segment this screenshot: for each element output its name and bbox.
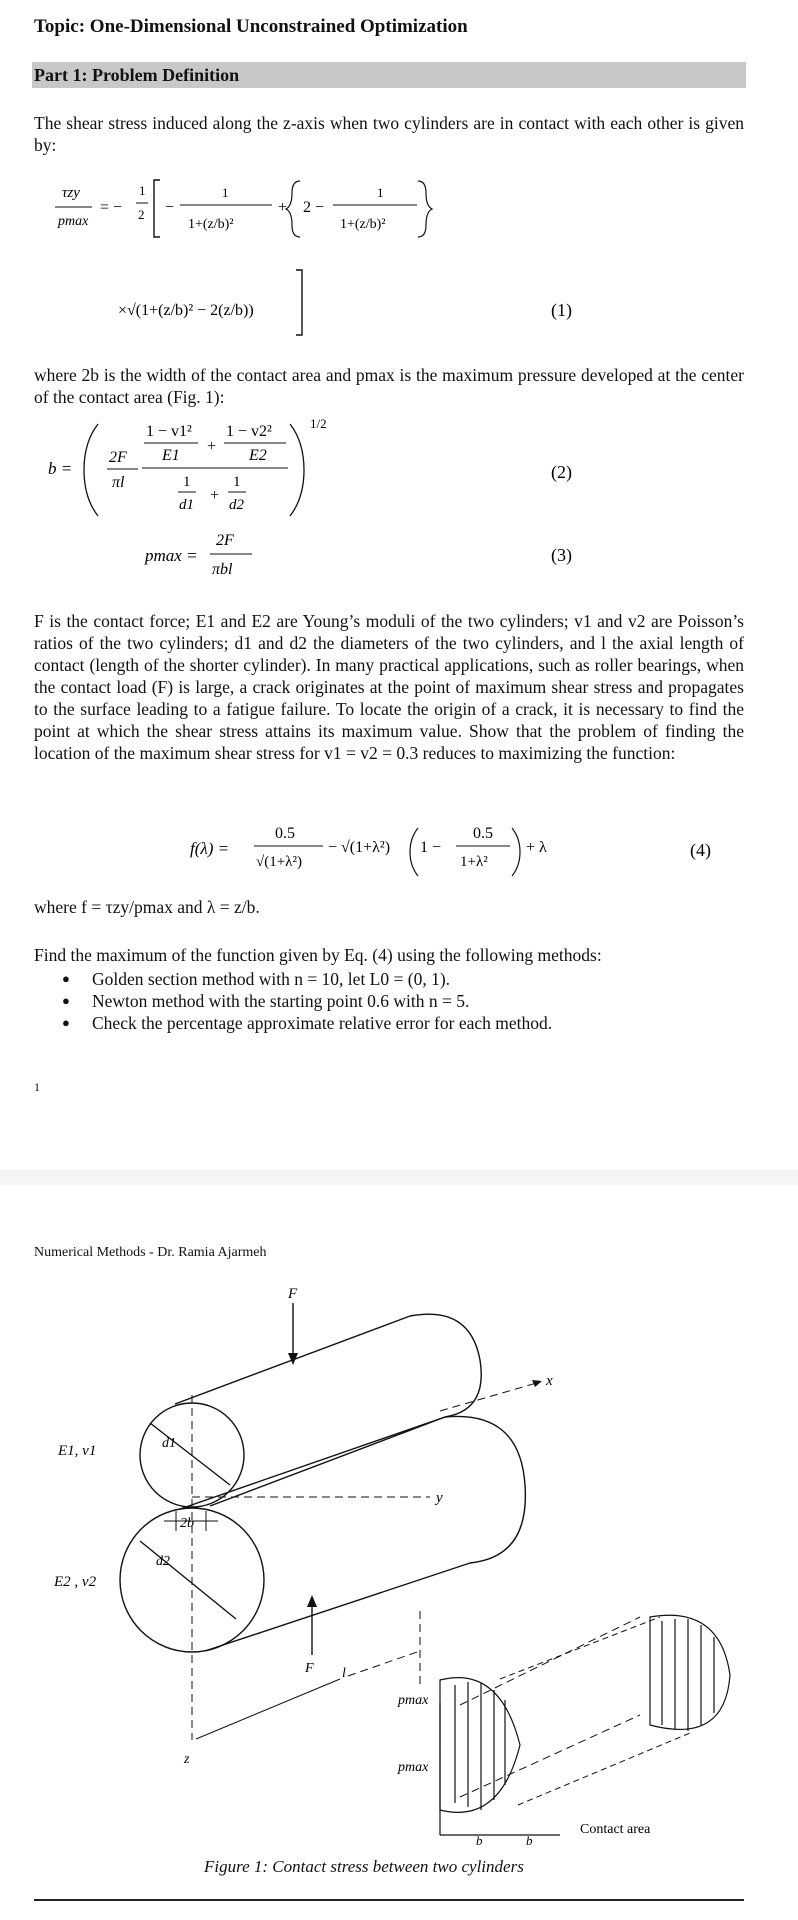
- eq2-e1: E1: [162, 447, 180, 464]
- label-contact-area: Contact area: [580, 1822, 651, 1837]
- label-pmax-2: pmax: [398, 1760, 429, 1775]
- eq4-a-num: 0.5: [275, 825, 295, 842]
- label-F-top: F: [288, 1286, 298, 1302]
- svg-text:−: −: [165, 199, 175, 216]
- eq3-lhs: pmax =: [145, 546, 198, 565]
- label-E1v1: E1, v1: [58, 1443, 97, 1459]
- where-paragraph: where 2b is the width of the contact area and pmax is the maximum pressure developed at the center of the contact area (Fig. 1):: [34, 365, 744, 407]
- label-d2: d2: [156, 1554, 170, 1569]
- eq2-plus-top: +: [207, 438, 217, 455]
- equation-1: [0, 175, 798, 340]
- eq1-t1-num: 1: [222, 185, 229, 200]
- page-number: 1: [34, 1080, 40, 1094]
- contact-stress-figure: [0, 1185, 798, 1875]
- label-y: y: [436, 1490, 443, 1506]
- eq2-e2: E2: [249, 447, 267, 464]
- eq4-tail: + λ: [526, 839, 547, 856]
- eq3-den: πbl: [212, 561, 233, 578]
- method-list: [62, 968, 552, 1034]
- topic-heading: Topic: One-Dimensional Unconstrained Optimization: [34, 16, 468, 37]
- eq2-d1-num: 1: [183, 474, 191, 490]
- eq2-coef-den: πl: [112, 474, 125, 491]
- figure-caption: Figure 1: Contact stress between two cylinders: [204, 1857, 524, 1876]
- equation-3: [0, 525, 798, 585]
- eq3-num: 2F: [216, 532, 234, 549]
- eq1-half-den: 2: [138, 207, 145, 222]
- eq4-one-minus: 1 −: [420, 839, 442, 856]
- list-item: ● Golden section method with n = 10, let L0 = (0, 1).: [62, 968, 552, 990]
- task-intro: Find the maximum of the function given by Eq. (4) using the following methods:: [34, 945, 602, 965]
- eq4-number: (4): [690, 840, 711, 860]
- eq2-d2-num: 1: [233, 474, 241, 490]
- label-l: l: [342, 1666, 346, 1681]
- eq2-coef-num: 2F: [109, 449, 127, 466]
- divider: [34, 1899, 744, 1901]
- eq4-b-den: 1+λ²: [460, 854, 488, 870]
- label-d1: d1: [162, 1436, 176, 1451]
- eq2-d2: d2: [229, 497, 244, 513]
- list-item: ● Newton method with the starting point 0.6 with n = 5.: [62, 990, 552, 1012]
- eq2-plus-bottom: +: [210, 487, 220, 504]
- part-heading: Part 1: Problem Definition: [32, 62, 746, 88]
- label-2b: 2b: [180, 1516, 194, 1531]
- eq4-a-den: √(1+λ²): [256, 854, 302, 870]
- eq2-n2: 1 − v2²: [226, 423, 272, 440]
- eq1-line2: ×√(1+(z/b)² − 2(z/b)): [118, 302, 254, 319]
- body-paragraph: F is the contact force; E1 and E2 are Young’s moduli of the two cylinders; v1 and v2 are Poisson’s ratios of the two cylinders; d1 and d2 the diameters of the two cylinders, and l the axial length of contact (length of the shorter cylinder). In many practical applications, such as roller bearings, when the contact load (F) is large, a crack originates at the point of maximum shear stress and propagates to the surface leading to a fatigue failure. To locate the origin of a crack, it is necessary to find the point at which the shear stress attains its maximum value. Show that the problem of finding the location of the maximum shear stress for v1 = v2 = 0.3 reduces to maximizing the function:: [34, 611, 744, 763]
- eq4-b-num: 0.5: [473, 825, 493, 842]
- eq2-n1: 1 − v1²: [146, 423, 192, 440]
- running-header: Numerical Methods - Dr. Ramia Ajarmeh: [34, 1245, 267, 1260]
- eq4-middle: − √(1+λ²): [328, 839, 391, 856]
- eq4-lhs: f(λ) =: [190, 839, 230, 858]
- eq2-exponent: 1/2: [310, 416, 327, 431]
- label-z: z: [184, 1752, 190, 1767]
- eq1-plus: +: [278, 199, 288, 216]
- eq1-t1-den: 1+(z/b)²: [188, 217, 234, 232]
- eq1-lhs-numerator: τzy: [62, 185, 80, 201]
- eq2-number: (2): [551, 462, 572, 482]
- label-x: x: [546, 1373, 553, 1389]
- eq1-t2-num: 1: [377, 185, 384, 200]
- intro-paragraph: The shear stress induced along the z-axis when two cylinders are in contact with each other is given by:: [34, 113, 744, 155]
- label-pmax-1: pmax: [398, 1693, 429, 1708]
- list-item: ● Check the percentage approximate relative error for each method.: [62, 1012, 552, 1034]
- eq1-number: (1): [551, 300, 572, 320]
- eq3-number: (3): [551, 545, 572, 565]
- eq1-two-minus: 2 −: [303, 199, 325, 216]
- equation-2: [0, 412, 798, 522]
- label-b-2: b: [526, 1833, 533, 1848]
- label-b-1: b: [476, 1833, 483, 1848]
- eq1-half-num: 1: [139, 183, 146, 198]
- equation-4: [0, 820, 798, 890]
- eq2-lhs: b =: [48, 459, 73, 478]
- eq1-t2-den: 1+(z/b)²: [340, 217, 386, 232]
- document-page-2: [0, 1185, 798, 1920]
- label-E2v2: E2 , v2: [54, 1574, 97, 1590]
- eq1-eq-sign: = −: [100, 199, 123, 216]
- label-F-bottom: F: [305, 1661, 314, 1676]
- eq1-lhs-denominator: pmax: [58, 214, 89, 229]
- where-f-line: where f = τzy/pmax and λ = z/b.: [34, 897, 260, 917]
- eq2-d1: d1: [179, 497, 194, 513]
